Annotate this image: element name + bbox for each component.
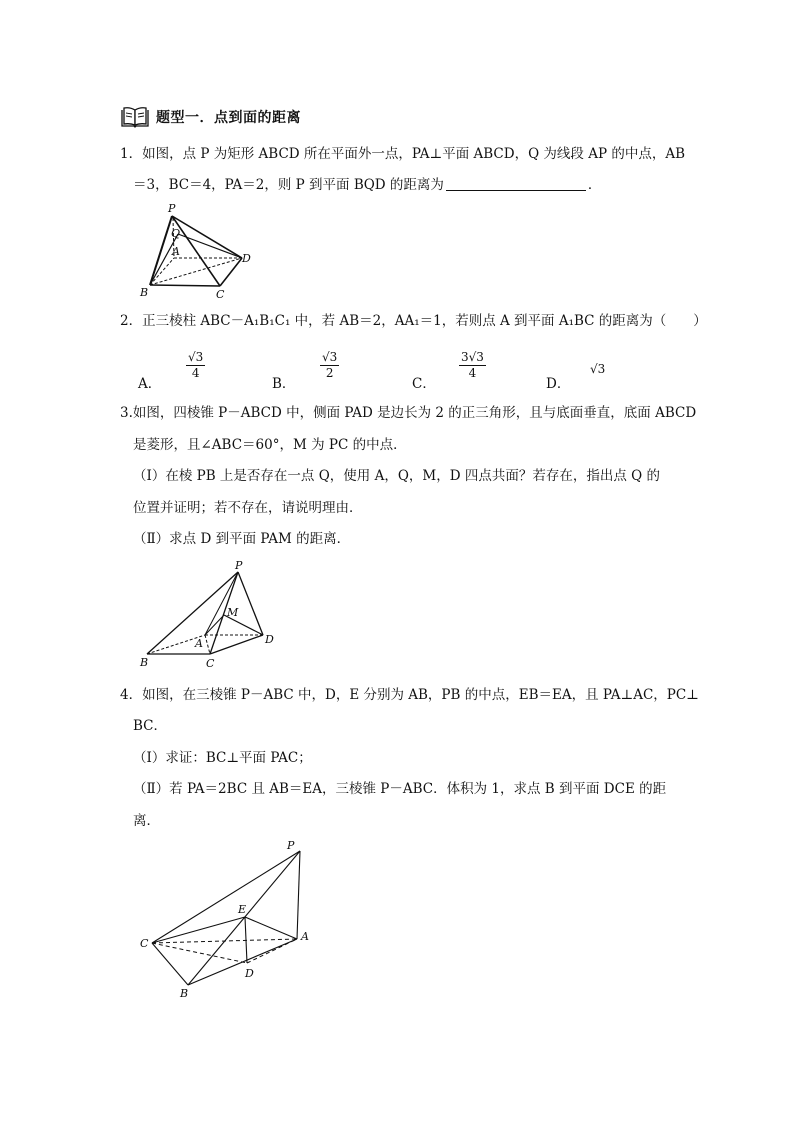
- q3-part1-line2: 位置并证明；若不存在，请说明理由．: [133, 500, 363, 516]
- option-a-fraction: [186, 350, 205, 381]
- q1-line2: [133, 176, 601, 194]
- q3-label-c: C: [206, 657, 215, 670]
- q1-label-c: C: [216, 288, 225, 301]
- option-c-letter: C．: [412, 376, 436, 392]
- q4-figure: [135, 835, 325, 1000]
- q3-part1-line1: （Ⅰ）在棱 PB 上是否存在一点 Q，使用 A，Q，M，D 四点共面？若存在，指出点 Q 的: [133, 468, 660, 484]
- option-c-fraction: [459, 350, 486, 381]
- q1-line1: 1．如图，点 P 为矩形 ABCD 所在平面外一点，PA⊥平面 ABCD，Q 为线段 AP 的中点，AB: [120, 146, 686, 162]
- q3-label-d: D: [265, 633, 274, 646]
- q3-label-a: A: [195, 637, 203, 650]
- book-icon: [120, 106, 150, 128]
- q4-label-e: E: [238, 903, 247, 916]
- option-a-letter: A．: [138, 376, 162, 392]
- q4-label-c: C: [140, 937, 149, 950]
- section-title: 题型一．点到面的距离: [156, 110, 301, 126]
- option-d-value: √3: [590, 362, 606, 376]
- q3-label-b: B: [140, 656, 149, 669]
- q3-line1: 3.如图，四棱锥 P－ABCD 中，侧面 PAD 是边长为 2 的正三角形，且与底面垂直，底面 ABCD: [120, 405, 697, 421]
- q1-label-b: B: [140, 286, 149, 299]
- option-b-letter: B．: [272, 376, 296, 392]
- q2-line1: 2．正三棱柱 ABC－A₁B₁C₁ 中，若 AB＝2，AA₁＝1，若则点 A 到平面 A₁BC 的距离为（ ）: [120, 313, 707, 329]
- option-a-numerator: √3: [188, 350, 204, 364]
- option-d-letter: D．: [546, 376, 571, 392]
- option-b-fraction: [320, 350, 339, 381]
- q3-figure: [135, 558, 285, 673]
- q1-label-a: A: [172, 245, 180, 258]
- q4-part2-line1: （Ⅱ）若 PA＝2BC 且 AB＝EA，三棱锥 P－ABC．体积为 1，求点 B 到平面 DCE 的距: [133, 781, 667, 797]
- q3-line2: 是菱形，且∠ABC＝60°，M 为 PC 的中点．: [133, 437, 407, 453]
- q1-line2-text: ＝3，BC＝4，PA＝2，则 P 到平面 BQD 的距离为: [133, 177, 444, 193]
- q1-label-p: P: [168, 202, 176, 215]
- q4-line1: 4．如图，在三棱锥 P－ABC 中，D，E 分别为 AB，PB 的中点，EB＝EA，且 PA⊥AC，PC⊥: [120, 687, 699, 703]
- q4-part2-line2: 离．: [133, 813, 160, 829]
- q3-label-p: P: [235, 559, 243, 572]
- q3-label-m: M: [227, 606, 239, 619]
- q1-line2-end: ．: [587, 177, 602, 193]
- q1-figure: [130, 200, 260, 300]
- q3-part2: （Ⅱ）求点 D 到平面 PAM 的距离．: [133, 531, 351, 547]
- option-c-denominator: 4: [468, 366, 477, 380]
- q1-label-d: D: [242, 252, 251, 265]
- q4-line2: BC．: [133, 718, 168, 734]
- q1-label-q: Q: [171, 227, 181, 240]
- section-header: [120, 106, 301, 128]
- option-c-numerator: 3√3: [461, 350, 484, 364]
- q4-label-p: P: [287, 839, 295, 852]
- q4-label-b: B: [180, 987, 189, 1000]
- q4-part1: （Ⅰ）求证：BC⊥平面 PAC；: [133, 750, 312, 766]
- option-b-numerator: √3: [322, 350, 338, 364]
- q4-label-d: D: [245, 967, 254, 980]
- option-b-denominator: 2: [325, 366, 334, 380]
- q1-pyramid-diagram: [130, 200, 260, 300]
- option-a-denominator: 4: [191, 366, 200, 380]
- q3-pyramid-diagram: [135, 558, 285, 673]
- answer-blank: [446, 177, 586, 191]
- q4-pyramid-diagram: [135, 835, 325, 1000]
- q4-label-a: A: [301, 930, 309, 943]
